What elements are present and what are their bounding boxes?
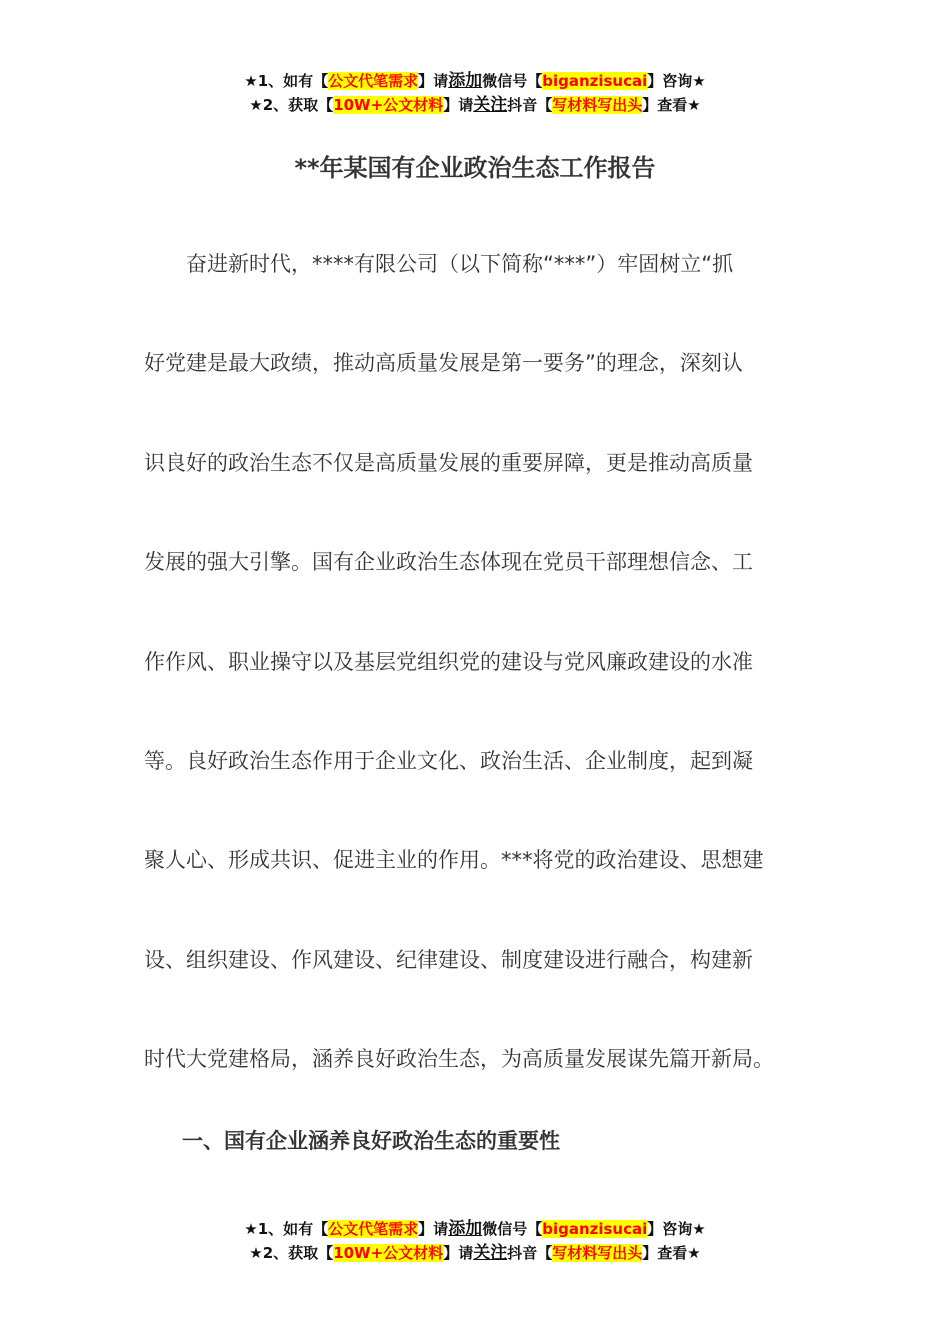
promo-wechat-id: biganzisucai bbox=[542, 1220, 648, 1238]
paragraph-line: 作作风、职业操守以及基层党组织党的建设与党风廉政建设的水准 bbox=[144, 650, 753, 674]
promo-text: 】咨询★ bbox=[647, 1220, 706, 1238]
promo-text: 】请 bbox=[418, 1220, 449, 1238]
promo-text: 微信号【 bbox=[482, 1220, 543, 1238]
promo-text: ★2、获取【 bbox=[249, 96, 334, 114]
promo-text: 】请 bbox=[443, 96, 474, 114]
promo-douyin-id: 写材料写出头 bbox=[552, 96, 643, 114]
promo-line-2 bbox=[0, 1241, 950, 1265]
paragraph-line: 识良好的政治生态不仅是高质量发展的重要屏障，更是推动高质量 bbox=[144, 451, 753, 475]
paragraph-line: 设、组织建设、作风建设、纪律建设、制度建设进行融合，构建新 bbox=[144, 948, 753, 972]
promo-text: 】请 bbox=[443, 1244, 474, 1262]
promo-banner-top bbox=[0, 69, 950, 117]
paragraph-line: 发展的强大引擎。国有企业政治生态体现在党员干部理想信念、工 bbox=[144, 550, 753, 574]
promo-highlight: 公文代笔需求 bbox=[328, 1220, 419, 1238]
promo-text: 抖音【 bbox=[507, 1244, 553, 1262]
promo-banner-bottom bbox=[0, 1217, 950, 1265]
promo-emphasis: 关注 bbox=[473, 95, 508, 115]
promo-text: 微信号【 bbox=[482, 72, 543, 90]
promo-line-1 bbox=[0, 1217, 950, 1241]
paragraph-line: 好党建是最大政绩，推动高质量发展是第一要务”的理念，深刻认 bbox=[144, 351, 743, 375]
paragraph-line: 奋进新时代，****有限公司（以下简称“***”）牢固树立“抓 bbox=[144, 252, 734, 276]
promo-text: 抖音【 bbox=[507, 96, 553, 114]
promo-text: ★1、如有【 bbox=[244, 72, 329, 90]
promo-highlight: 10W+公文材料 bbox=[333, 96, 444, 114]
paragraph-line: 等。良好政治生态作用于企业文化、政治生活、企业制度，起到凝 bbox=[144, 749, 753, 773]
document-title: **年某国有企业政治生态工作报告 bbox=[294, 154, 656, 182]
promo-douyin-id: 写材料写出头 bbox=[552, 1244, 643, 1262]
promo-text: ★2、获取【 bbox=[249, 1244, 334, 1262]
paragraph-line: 时代大党建格局，涵养良好政治生态，为高质量发展谋先篇开新局。 bbox=[144, 1047, 774, 1071]
promo-text: 】请 bbox=[418, 72, 449, 90]
promo-line-2 bbox=[0, 93, 950, 117]
promo-text: ★1、如有【 bbox=[244, 1220, 329, 1238]
promo-text: 】查看★ bbox=[642, 1244, 701, 1262]
promo-line-1 bbox=[0, 69, 950, 93]
promo-text: 】咨询★ bbox=[647, 72, 706, 90]
promo-highlight: 公文代笔需求 bbox=[328, 72, 419, 90]
promo-emphasis: 关注 bbox=[473, 1243, 508, 1263]
promo-emphasis: 添加 bbox=[448, 71, 483, 91]
section-heading: 一、国有企业涵养良好政治生态的重要性 bbox=[182, 1129, 560, 1153]
promo-highlight: 10W+公文材料 bbox=[333, 1244, 444, 1262]
promo-emphasis: 添加 bbox=[448, 1219, 483, 1239]
promo-text: 】查看★ bbox=[642, 96, 701, 114]
paragraph-line: 聚人心、形成共识、促进主业的作用。***将党的政治建设、思想建 bbox=[144, 848, 764, 872]
promo-wechat-id: biganzisucai bbox=[542, 72, 648, 90]
